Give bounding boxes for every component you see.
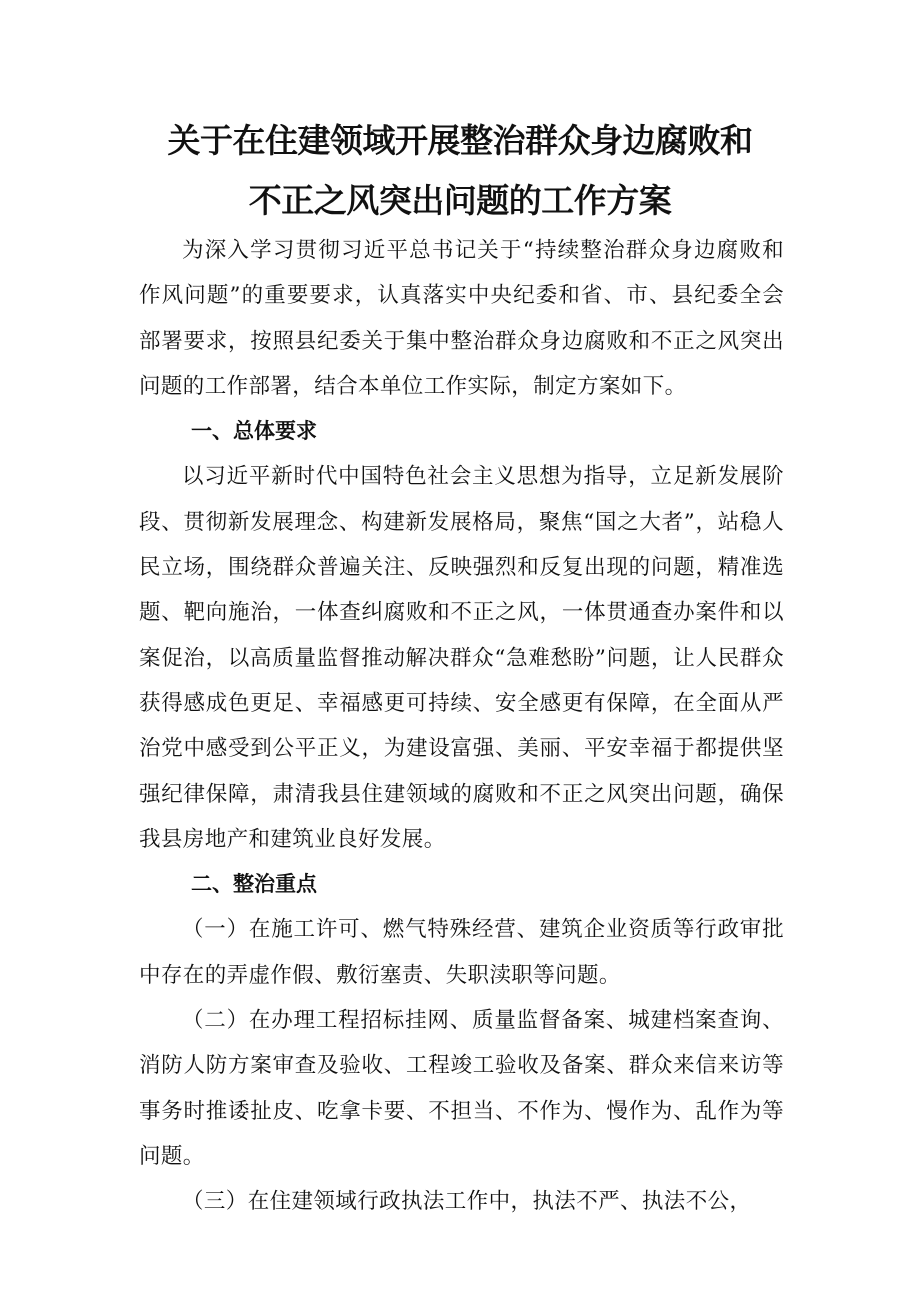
document-body bbox=[139, 228, 784, 1225]
section-heading-rectification-focus: 二、整治重点 bbox=[191, 872, 317, 897]
document-title-line-1: 关于在住建领域开展整治群众身边腐败和 bbox=[167, 121, 753, 160]
focus-item-2: （二）在办理工程招标挂网、质量监督备案、城建档案查询、消防人防方案审查及验收、工程竣工验收及备案、群众来信来访等事务时推诿扯皮、吃拿卡要、不担当、不作为、慢作为、乱作为等问题。 bbox=[139, 1008, 784, 1169]
general-requirements-paragraph: 以习近平新时代中国特色社会主义思想为指导，立足新发展阶段、贯彻新发展理念、构建新发展格局，聚焦“国之大者”，站稳人民立场，围绕群众普遍关注、反映强烈和反复出现的问题，精准选题、靶向施治，一体查纠腐败和不正之风，一体贯通查办案件和以案促治，以高质量监督推动解决群众“急难愁盼”问题，让人民群众获得感成色更足、幸福感更可持续、安全感更有保障，在全面从严治党中感受到公平正义，为建设富强、美丽、平安幸福于都提供坚强纪律保障，肃清我县住建领域的腐败和不正之风突出问题，确保我县房地产和建筑业良好发展。 bbox=[139, 464, 784, 852]
document-title-line-2: 不正之风突出问题的工作方案 bbox=[248, 181, 672, 220]
focus-item-3: （三）在住建领域行政执法工作中，执法不严、执法不公， bbox=[182, 1189, 752, 1215]
section-heading-general-requirements: 一、总体要求 bbox=[191, 419, 317, 444]
focus-item-1: （一）在施工许可、燃气特殊经营、建筑企业资质等行政审批中存在的弄虚作假、敷衍塞责、失职渎职等问题。 bbox=[139, 917, 784, 988]
intro-paragraph: 为深入学习贯彻习近平总书记关于“持续整治群众身边腐败和作风问题”的重要要求，认真落实中央纪委和省、市、县纪委全会部署要求，按照县纪委关于集中整治群众身边腐败和不正之风突出问题的工作部署，结合本单位工作实际，制定方案如下。 bbox=[139, 238, 784, 399]
